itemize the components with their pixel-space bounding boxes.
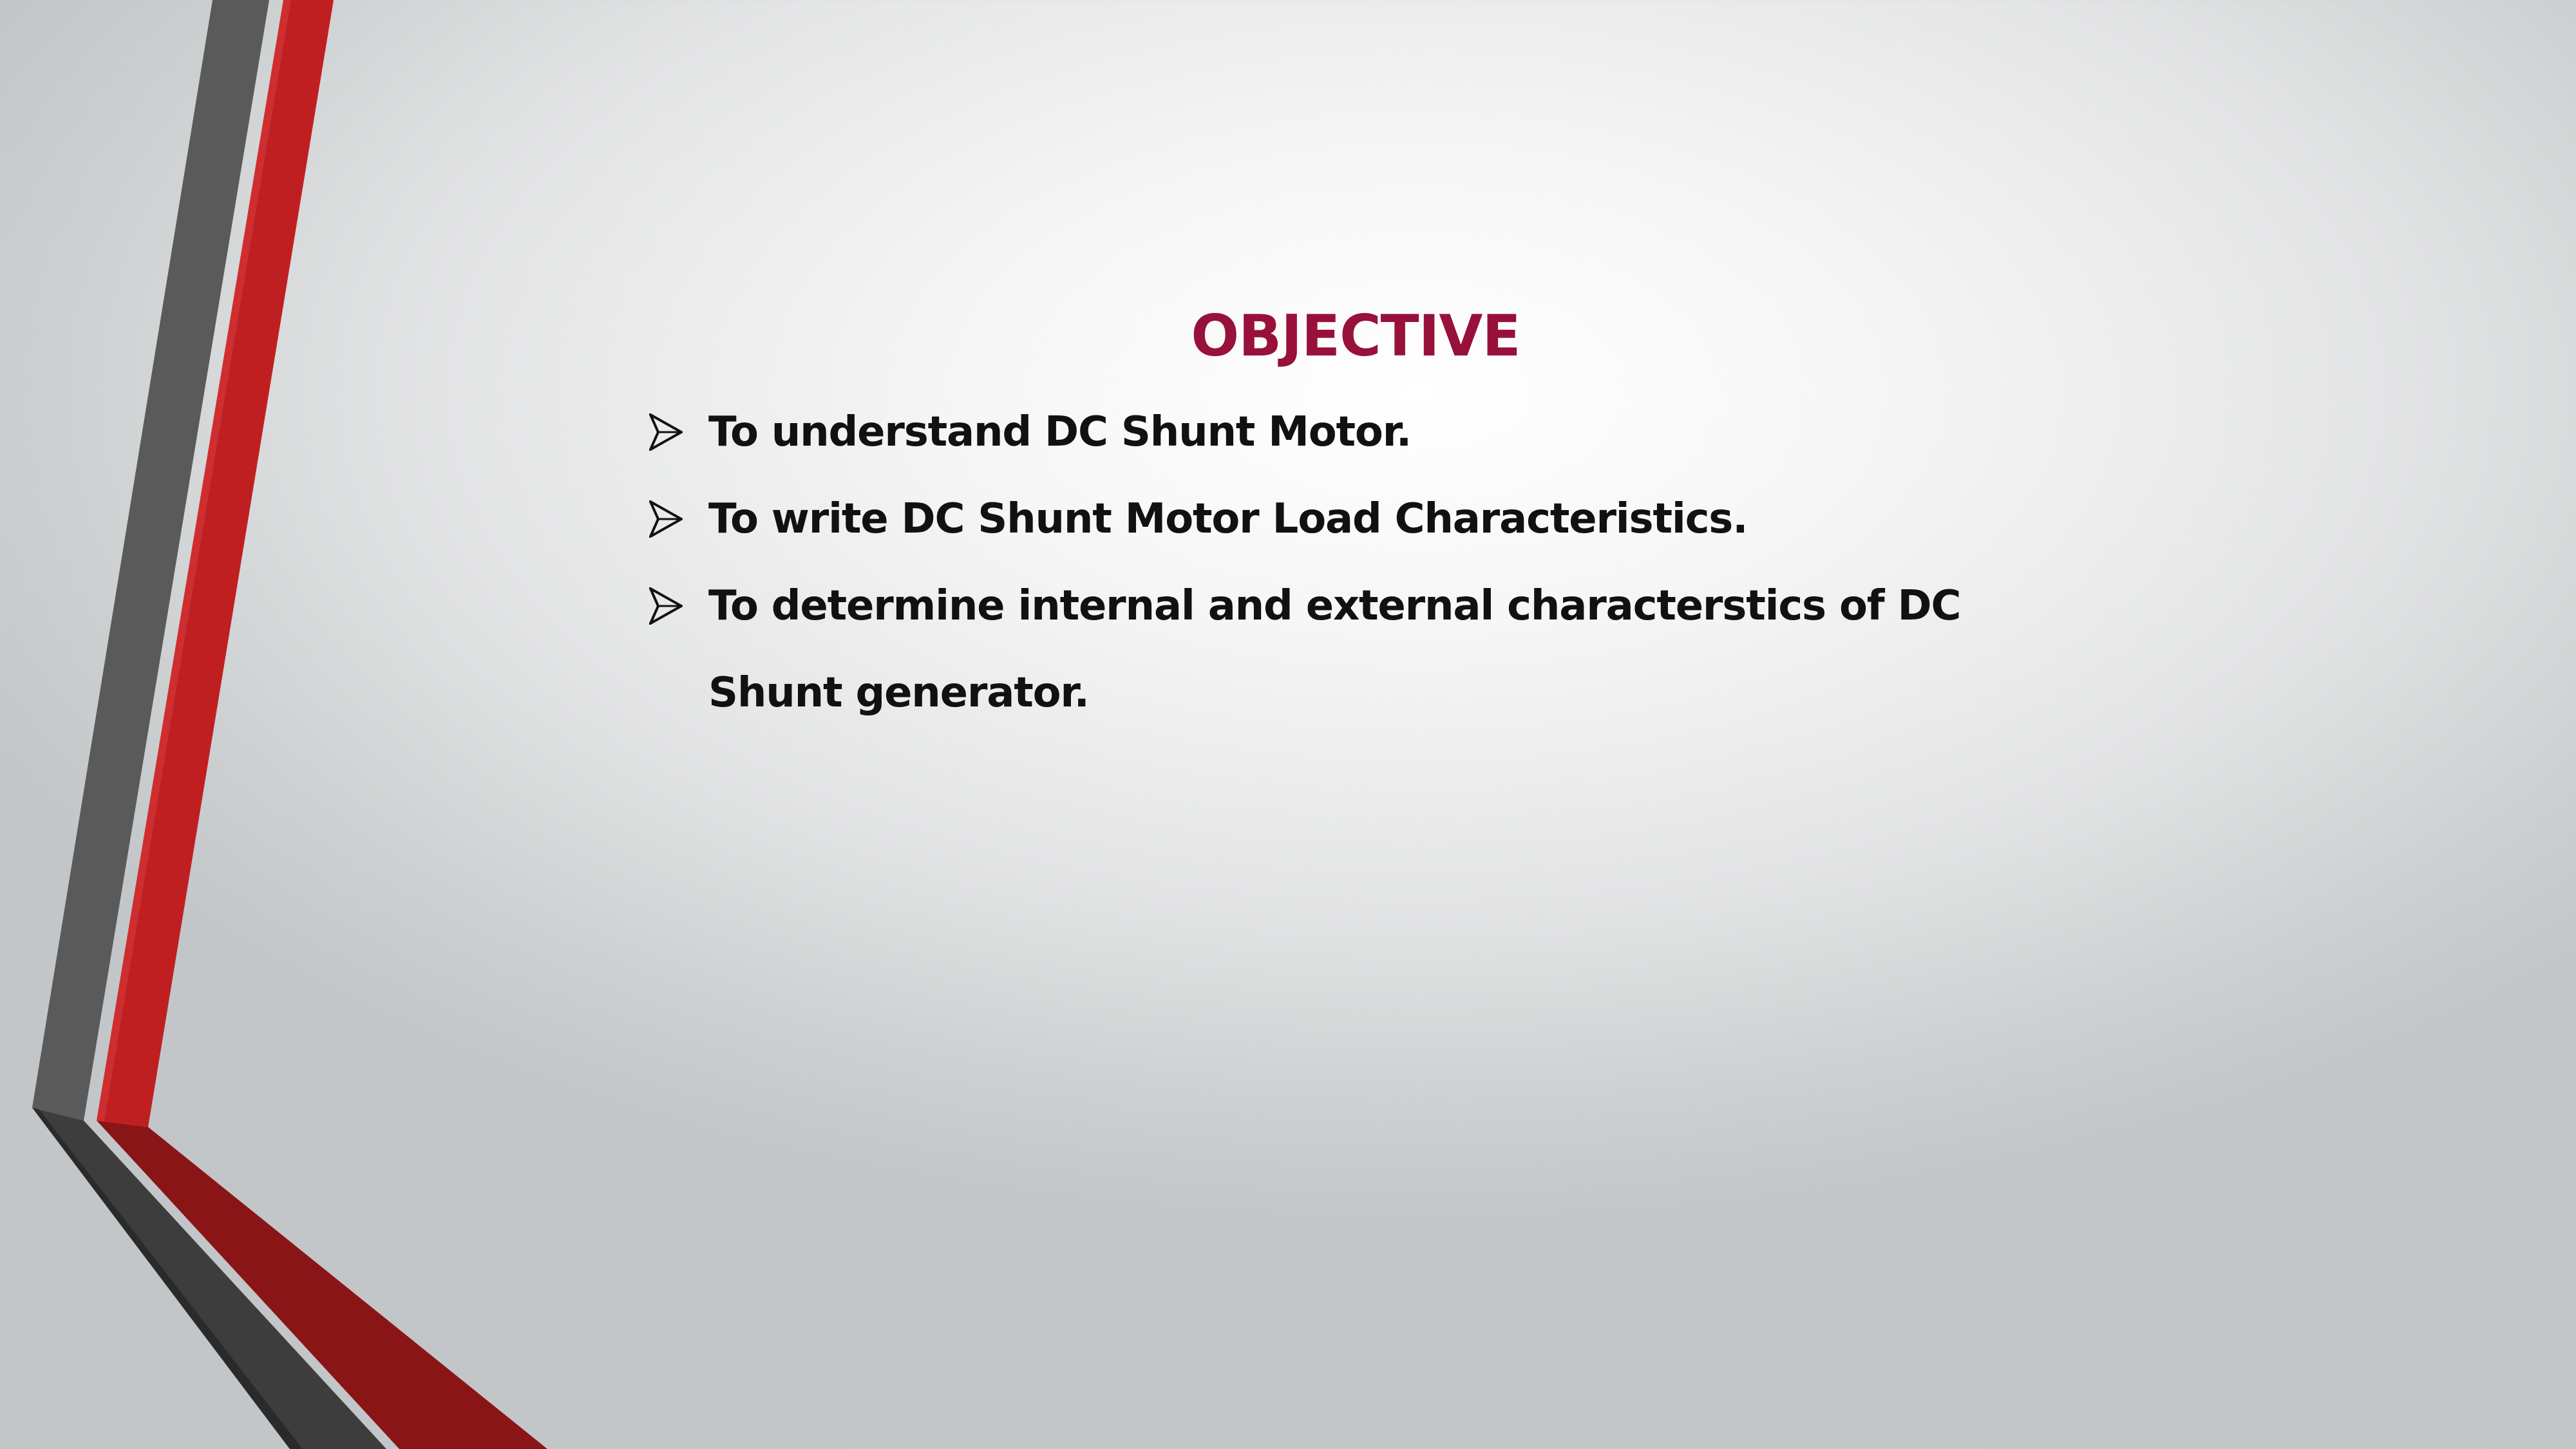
list-item <box>644 476 2061 563</box>
objective-list <box>644 389 2061 737</box>
arrowhead-bullet-icon <box>649 500 683 538</box>
list-item <box>644 563 2061 737</box>
arrowhead-bullet-icon <box>649 587 683 625</box>
arrowhead-bullet-icon <box>649 413 683 451</box>
bullet-text: To write DC Shunt Motor Load Characteristics. <box>708 495 1748 543</box>
bullet-text: To determine internal and external characterstics of DC Shunt generator. <box>708 582 1961 717</box>
list-item <box>644 389 2061 476</box>
slide-title: OBJECTIVE <box>1191 303 1520 369</box>
bullet-text: To understand DC Shunt Motor. <box>708 408 1412 456</box>
